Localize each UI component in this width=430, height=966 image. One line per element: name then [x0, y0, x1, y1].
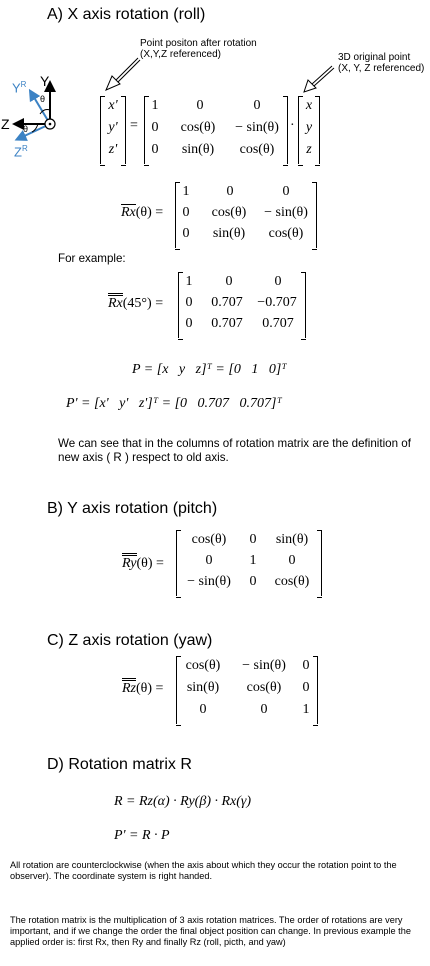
p-prime-r-equation: P' = R · P: [114, 828, 170, 843]
theta-label-bottom: θ: [23, 124, 29, 134]
example-label: For example:: [58, 252, 126, 265]
callout-rotated-point: Point positon after rotation (X,Y,Z referenced): [140, 38, 257, 60]
vector-original: x y z: [298, 96, 320, 164]
ry-theta-label: Ry(θ) =: [122, 556, 164, 572]
callout-arrow-left-icon: [104, 56, 144, 92]
rotation-order-paragraph: The rotation matrix is the multiplication of 3 axis rotation matrices. The order of rotations are very important, and if we change the order the final object position can change. In previous example the applied order is: first Rx, then Ry and finally Rz (roll, picth, and yaw): [10, 915, 411, 947]
dot-operator: ·: [290, 118, 295, 133]
rz-matrix: cos(θ) − sin(θ) 0 sin(θ) cos(θ) 0 0 0 1: [176, 656, 318, 724]
ry-matrix: cos(θ) 0 sin(θ) 0 1 0 − sin(θ) 0 cos(θ): [176, 530, 322, 596]
equals-sign: =: [130, 118, 138, 133]
theta-label-top: θ: [40, 94, 46, 104]
p-prime-vector-equation: P' = [x' y' z']ᵀ = [0 0.707 0.707]ᵀ: [66, 396, 282, 411]
vector-prime: x' y' z': [100, 96, 126, 164]
axis-y-label: Y: [40, 73, 50, 89]
rx-theta-matrix: 1 0 0 0 cos(θ) − sin(θ) 0 sin(θ) cos(θ): [175, 182, 317, 248]
section-c-title: C) Z axis rotation (yaw): [47, 632, 213, 649]
rx-theta-label: Rx(θ) =: [121, 205, 164, 220]
callout-arrow-right-icon: [302, 64, 338, 94]
rz-theta-label: Rz(θ) =: [122, 681, 163, 697]
section-b-title: B) Y axis rotation (pitch): [47, 500, 218, 517]
section-a-title: A) X axis rotation (roll): [47, 6, 206, 23]
columns-note: We can see that in the columns of rotation matrix are the definition of new axis ( R ) respect to old axis.: [58, 437, 411, 464]
p-vector-equation: P = [x y z]ᵀ = [0 1 0]ᵀ: [132, 362, 287, 377]
rx-matrix-main: 1 0 0 0 cos(θ) − sin(θ) 0 sin(θ) cos(θ): [144, 96, 288, 164]
counterclockwise-paragraph: All rotation are counterclockwise (when the axis about which they occur the rotation point to the observer). The coordinate system is right handed.: [10, 860, 397, 881]
axis-zr-label: $Z^R$: [14, 144, 28, 160]
rx45-label: Rx(45°) =: [108, 296, 163, 312]
axis-yr-label: $Y^R$: [12, 80, 27, 96]
axes-diagram: [0, 72, 70, 167]
callout-original-point: 3D original point (X, Y, Z referenced): [338, 52, 425, 74]
r-product-equation: R = Rz(α) · Ry(β) · Rx(γ): [114, 794, 252, 809]
rx45-matrix: 1 0 0 0 0.707 −0.707 0 0.707 0.707: [178, 272, 306, 338]
section-d-title: D) Rotation matrix R: [47, 756, 192, 773]
axis-z-label: Z: [1, 116, 10, 132]
